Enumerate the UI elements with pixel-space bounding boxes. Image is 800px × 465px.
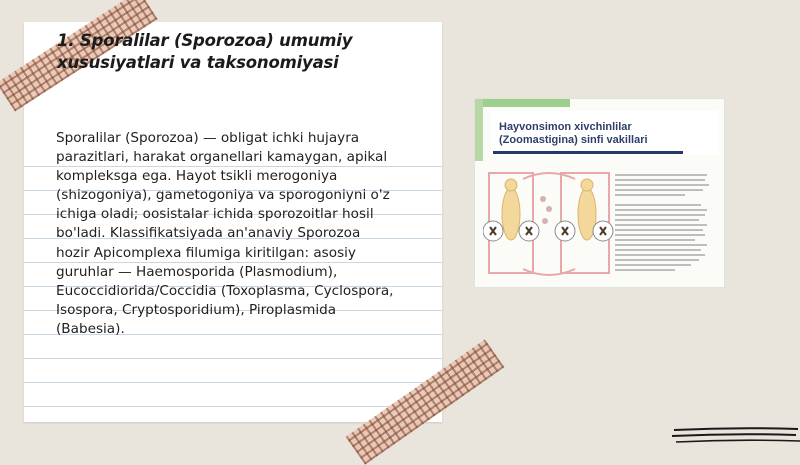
right-human-head [581,179,593,191]
slide-body-text: Sporalilar (Sporozoa) — obligat ichki hujayra parazitlari, harakat organellari kamaygan, apikal kompleksga ega. Hayot tsikli merogoniya (shizogoniya), gametogoniya va sporogoniyni o'z ichiga oladi; oosistalar ichida sporozoitlar hosil bo'ladi. Klassifikatsiyada an'anaviy Sporozoa hozir Apicomplexa filumiga kiritilgan: asosiy guruhlar — Haemosporida (Plasmodium), Eucoccidiorida/Coccidia (Toxoplasma, Cyclospora, Isospora, Cryptosporidium), Piroplasmida (Babesia). [56,130,394,337]
figure-title [499,121,699,147]
caption-lines [615,175,709,270]
left-human-figure [502,188,520,240]
deco-line-3 [676,440,800,442]
embedded-slide-image [475,99,724,287]
decorative-lines [672,424,800,446]
deco-line-1 [674,428,798,430]
lifecycle-diagram [483,169,615,281]
figure-title-line2: (Zoomastigina) sinfi vakillari [499,134,648,146]
deco-line-2 [672,434,796,436]
parasite-dot-1 [540,196,546,202]
left-human-head [505,179,517,191]
figure-title-line1: Hayvonsimon xivchinlilar [499,121,632,133]
figure-navy-rule [493,151,683,154]
parasite-dot-2 [546,206,552,212]
figure-green-bar [475,99,570,107]
slide-title: 1. Sporalilar (Sporozoa) umumiy xususiyatlari va taksonomiyasi [57,31,353,72]
cycle-arrow-bottom [523,269,575,275]
parasite-dot-3 [542,218,548,224]
figure-green-side [475,99,483,161]
figure-caption-text [615,171,715,281]
